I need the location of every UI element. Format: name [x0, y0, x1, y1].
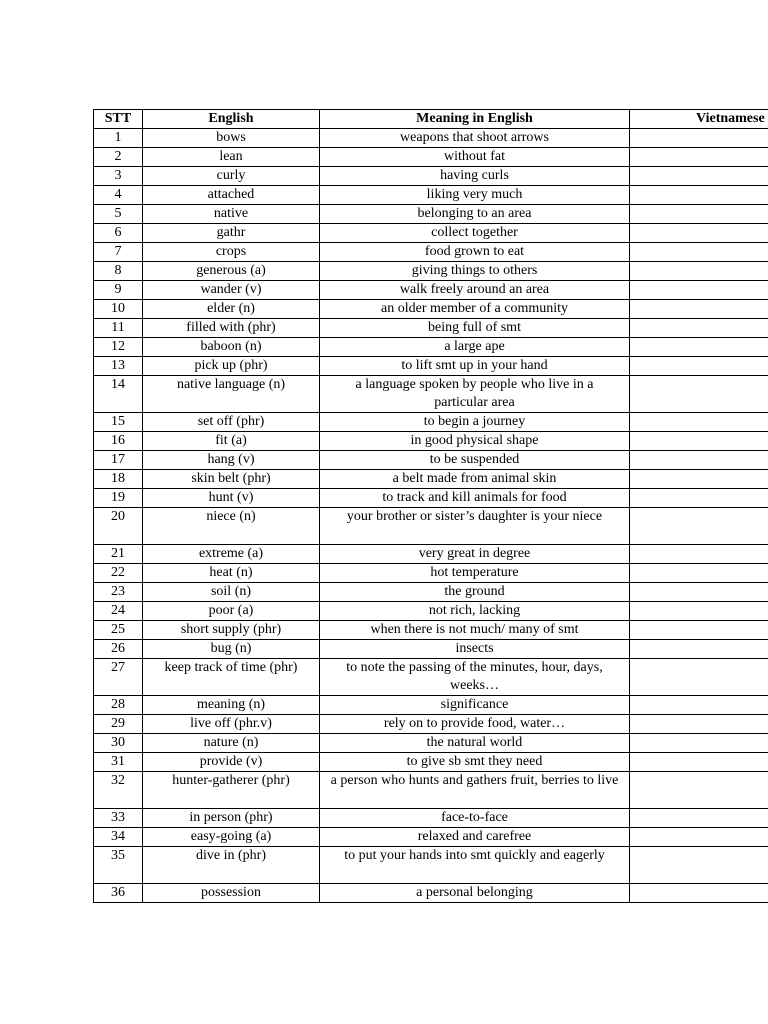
- cell-meaning: hot temperature: [320, 564, 630, 583]
- cell-english: set off (phr): [143, 413, 320, 432]
- cell-meaning: in good physical shape: [320, 432, 630, 451]
- cell-meaning: collect together: [320, 224, 630, 243]
- cell-english: gathr: [143, 224, 320, 243]
- cell-stt: 12: [94, 338, 143, 357]
- table-row: [94, 734, 768, 753]
- cell-english: nature (n): [143, 734, 320, 753]
- cell-vietnamese: [630, 357, 768, 376]
- cell-vietnamese: [630, 715, 768, 734]
- cell-stt: 30: [94, 734, 143, 753]
- cell-vietnamese: [630, 847, 768, 884]
- cell-meaning: to begin a journey: [320, 413, 630, 432]
- table-row: [94, 224, 768, 243]
- cell-vietnamese: [630, 129, 768, 148]
- table-row: [94, 884, 768, 903]
- cell-english: wander (v): [143, 281, 320, 300]
- table-row: [94, 508, 768, 545]
- cell-english: niece (n): [143, 508, 320, 545]
- cell-vietnamese: [630, 545, 768, 564]
- cell-meaning: to be suspended: [320, 451, 630, 470]
- table-row: [94, 186, 768, 205]
- cell-stt: 17: [94, 451, 143, 470]
- cell-vietnamese: [630, 262, 768, 281]
- cell-stt: 25: [94, 621, 143, 640]
- cell-english: bows: [143, 129, 320, 148]
- cell-meaning: your brother or sister’s daughter is your niece: [320, 508, 630, 545]
- cell-vietnamese: [630, 734, 768, 753]
- cell-english: dive in (phr): [143, 847, 320, 884]
- cell-stt: 11: [94, 319, 143, 338]
- table-row: [94, 489, 768, 508]
- table-row: [94, 167, 768, 186]
- cell-meaning: significance: [320, 696, 630, 715]
- cell-meaning: face-to-face: [320, 809, 630, 828]
- cell-vietnamese: [630, 167, 768, 186]
- table-row: [94, 640, 768, 659]
- cell-stt: 22: [94, 564, 143, 583]
- table-row: [94, 753, 768, 772]
- cell-stt: 13: [94, 357, 143, 376]
- header-english: English: [143, 110, 320, 129]
- cell-stt: 6: [94, 224, 143, 243]
- cell-stt: 23: [94, 583, 143, 602]
- cell-english: native: [143, 205, 320, 224]
- cell-english: elder (n): [143, 300, 320, 319]
- cell-vietnamese: [630, 319, 768, 338]
- cell-english: hunt (v): [143, 489, 320, 508]
- table-row: [94, 470, 768, 489]
- table-row: [94, 772, 768, 809]
- cell-vietnamese: [630, 583, 768, 602]
- cell-vietnamese: [630, 640, 768, 659]
- cell-stt: 5: [94, 205, 143, 224]
- header-vietnamese: Vietnamese: [630, 110, 768, 129]
- cell-english: filled with (phr): [143, 319, 320, 338]
- cell-english: keep track of time (phr): [143, 659, 320, 696]
- cell-english: native language (n): [143, 376, 320, 413]
- cell-stt: 28: [94, 696, 143, 715]
- table-row: [94, 828, 768, 847]
- table-row: [94, 602, 768, 621]
- cell-meaning: giving things to others: [320, 262, 630, 281]
- cell-stt: 9: [94, 281, 143, 300]
- cell-stt: 21: [94, 545, 143, 564]
- cell-english: meaning (n): [143, 696, 320, 715]
- table-row: [94, 564, 768, 583]
- cell-meaning: a personal belonging: [320, 884, 630, 903]
- cell-meaning: insects: [320, 640, 630, 659]
- table-row: [94, 129, 768, 148]
- cell-stt: 16: [94, 432, 143, 451]
- cell-english: heat (n): [143, 564, 320, 583]
- cell-stt: 36: [94, 884, 143, 903]
- cell-english: short supply (phr): [143, 621, 320, 640]
- table-row: [94, 262, 768, 281]
- cell-english: hunter-gatherer (phr): [143, 772, 320, 809]
- cell-vietnamese: [630, 809, 768, 828]
- cell-vietnamese: [630, 508, 768, 545]
- cell-stt: 1: [94, 129, 143, 148]
- table-row: [94, 451, 768, 470]
- cell-vietnamese: [630, 470, 768, 489]
- cell-meaning: when there is not much/ many of smt: [320, 621, 630, 640]
- cell-english: in person (phr): [143, 809, 320, 828]
- table-row: [94, 338, 768, 357]
- table-row: [94, 319, 768, 338]
- cell-stt: 19: [94, 489, 143, 508]
- table-row: [94, 847, 768, 884]
- cell-meaning: walk freely around an area: [320, 281, 630, 300]
- table-row: [94, 659, 768, 696]
- cell-vietnamese: [630, 224, 768, 243]
- cell-stt: 29: [94, 715, 143, 734]
- cell-meaning: without fat: [320, 148, 630, 167]
- cell-meaning: the natural world: [320, 734, 630, 753]
- cell-stt: 35: [94, 847, 143, 884]
- table-row: [94, 696, 768, 715]
- cell-vietnamese: [630, 413, 768, 432]
- cell-stt: 20: [94, 508, 143, 545]
- cell-meaning: liking very much: [320, 186, 630, 205]
- cell-english: generous (a): [143, 262, 320, 281]
- cell-stt: 3: [94, 167, 143, 186]
- table-body: [94, 129, 768, 903]
- cell-stt: 24: [94, 602, 143, 621]
- cell-vietnamese: [630, 489, 768, 508]
- table-row: [94, 376, 768, 413]
- cell-meaning: very great in degree: [320, 545, 630, 564]
- cell-stt: 14: [94, 376, 143, 413]
- cell-vietnamese: [630, 621, 768, 640]
- table-row: [94, 432, 768, 451]
- vocabulary-table: [93, 109, 768, 903]
- cell-vietnamese: [630, 828, 768, 847]
- table-row: [94, 300, 768, 319]
- cell-english: lean: [143, 148, 320, 167]
- table-row: [94, 243, 768, 262]
- cell-vietnamese: [630, 602, 768, 621]
- cell-meaning: to note the passing of the minutes, hour, days, weeks…: [320, 659, 630, 696]
- cell-stt: 10: [94, 300, 143, 319]
- cell-vietnamese: [630, 205, 768, 224]
- cell-stt: 27: [94, 659, 143, 696]
- cell-vietnamese: [630, 243, 768, 262]
- cell-stt: 31: [94, 753, 143, 772]
- cell-english: live off (phr.v): [143, 715, 320, 734]
- cell-meaning: not rich, lacking: [320, 602, 630, 621]
- cell-vietnamese: [630, 659, 768, 696]
- cell-vietnamese: [630, 696, 768, 715]
- cell-stt: 33: [94, 809, 143, 828]
- cell-stt: 8: [94, 262, 143, 281]
- cell-stt: 32: [94, 772, 143, 809]
- table-row: [94, 357, 768, 376]
- cell-english: attached: [143, 186, 320, 205]
- cell-meaning: a belt made from animal skin: [320, 470, 630, 489]
- cell-vietnamese: [630, 186, 768, 205]
- cell-vietnamese: [630, 772, 768, 809]
- cell-english: extreme (a): [143, 545, 320, 564]
- cell-meaning: food grown to eat: [320, 243, 630, 262]
- table-row: [94, 281, 768, 300]
- cell-stt: 4: [94, 186, 143, 205]
- cell-vietnamese: [630, 432, 768, 451]
- cell-vietnamese: [630, 338, 768, 357]
- cell-english: easy-going (a): [143, 828, 320, 847]
- cell-english: bug (n): [143, 640, 320, 659]
- cell-english: poor (a): [143, 602, 320, 621]
- cell-english: skin belt (phr): [143, 470, 320, 489]
- table-row: [94, 583, 768, 602]
- cell-meaning: to put your hands into smt quickly and eagerly: [320, 847, 630, 884]
- cell-vietnamese: [630, 281, 768, 300]
- cell-vietnamese: [630, 884, 768, 903]
- cell-meaning: to track and kill animals for food: [320, 489, 630, 508]
- cell-english: hang (v): [143, 451, 320, 470]
- cell-english: pick up (phr): [143, 357, 320, 376]
- table-header-row: [94, 110, 768, 129]
- cell-english: curly: [143, 167, 320, 186]
- cell-meaning: relaxed and carefree: [320, 828, 630, 847]
- cell-english: provide (v): [143, 753, 320, 772]
- table-row: [94, 148, 768, 167]
- cell-vietnamese: [630, 564, 768, 583]
- cell-stt: 18: [94, 470, 143, 489]
- cell-stt: 15: [94, 413, 143, 432]
- cell-meaning: to give sb smt they need: [320, 753, 630, 772]
- cell-vietnamese: [630, 300, 768, 319]
- table-row: [94, 621, 768, 640]
- cell-vietnamese: [630, 148, 768, 167]
- header-stt: STT: [94, 110, 143, 129]
- cell-meaning: rely on to provide food, water…: [320, 715, 630, 734]
- cell-meaning: an older member of a community: [320, 300, 630, 319]
- cell-meaning: the ground: [320, 583, 630, 602]
- table-row: [94, 809, 768, 828]
- cell-meaning: a large ape: [320, 338, 630, 357]
- cell-stt: 2: [94, 148, 143, 167]
- cell-meaning: being full of smt: [320, 319, 630, 338]
- header-meaning: Meaning in English: [320, 110, 630, 129]
- cell-meaning: belonging to an area: [320, 205, 630, 224]
- table-row: [94, 545, 768, 564]
- cell-english: possession: [143, 884, 320, 903]
- cell-stt: 26: [94, 640, 143, 659]
- cell-vietnamese: [630, 376, 768, 413]
- cell-meaning: weapons that shoot arrows: [320, 129, 630, 148]
- cell-meaning: a person who hunts and gathers fruit, berries to live: [320, 772, 630, 809]
- cell-meaning: having curls: [320, 167, 630, 186]
- table-row: [94, 205, 768, 224]
- cell-english: fit (a): [143, 432, 320, 451]
- cell-meaning: to lift smt up in your hand: [320, 357, 630, 376]
- cell-english: baboon (n): [143, 338, 320, 357]
- cell-vietnamese: [630, 753, 768, 772]
- table-row: [94, 715, 768, 734]
- cell-english: soil (n): [143, 583, 320, 602]
- cell-english: crops: [143, 243, 320, 262]
- cell-stt: 34: [94, 828, 143, 847]
- cell-stt: 7: [94, 243, 143, 262]
- cell-meaning: a language spoken by people who live in a particular area: [320, 376, 630, 413]
- table-row: [94, 413, 768, 432]
- cell-vietnamese: [630, 451, 768, 470]
